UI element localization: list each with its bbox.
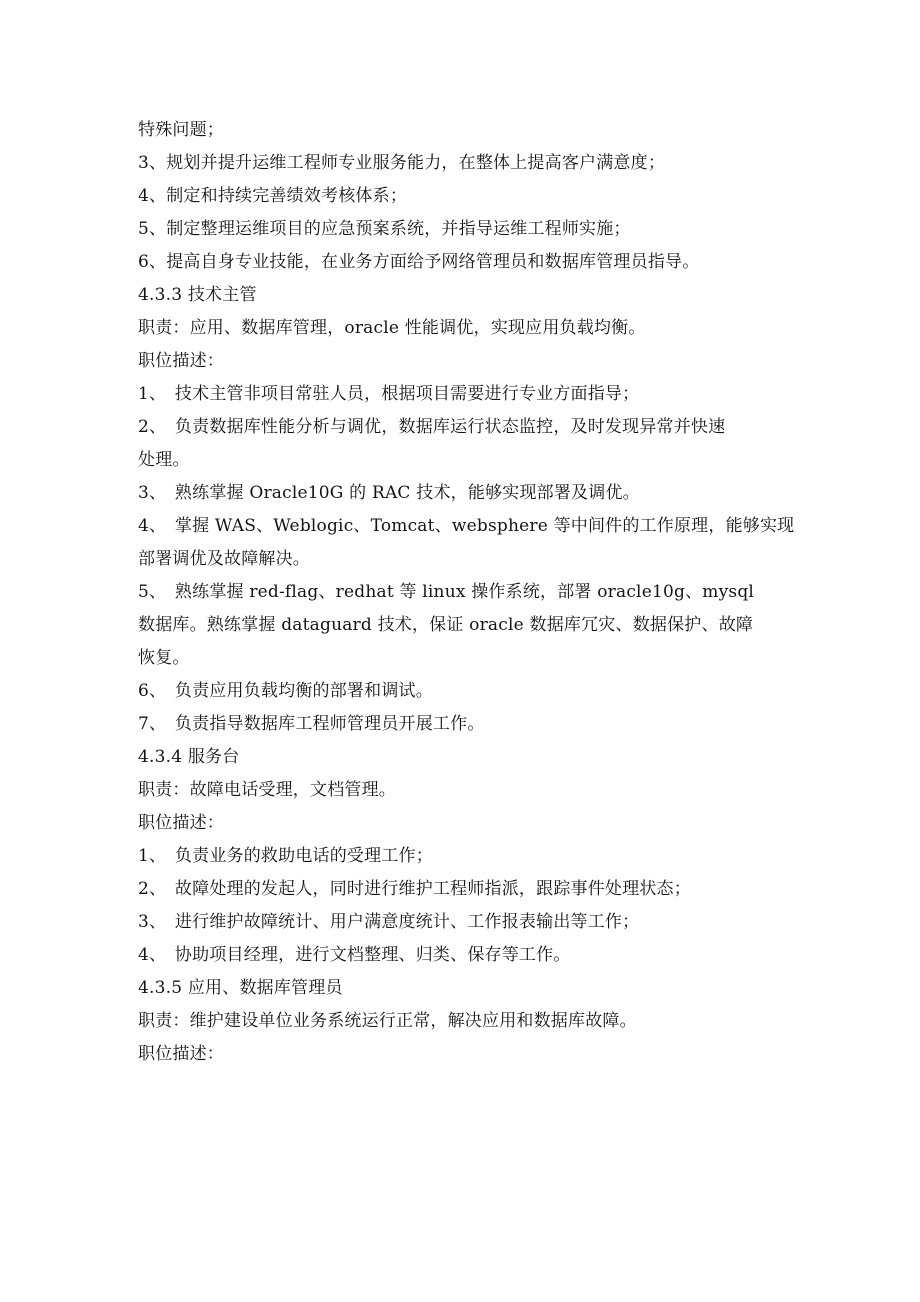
description-label: 职位描述： (138, 1044, 224, 1064)
list-item: 3、 进行维护故障统计、用户满意度统计、工作报表输出等工作； (138, 912, 640, 932)
list-item: 6、 负责应用负载均衡的部署和调试。 (138, 681, 433, 701)
description-label: 职位描述： (138, 351, 224, 371)
list-item-continuation: 部署调优及故障解决。 (138, 549, 310, 569)
list-item: 5、 熟练掌握 red-flag、redhat 等 linux 操作系统，部署 oracle10g、mysql (138, 582, 755, 602)
list-item: 2、 故障处理的发起人，同时进行维护工程师指派，跟踪事件处理状态； (138, 879, 691, 899)
list-item: 4、 协助项目经理，进行文档整理、归类、保存等工作。 (138, 945, 571, 965)
section-heading: 4.3.4 服务台 (138, 747, 240, 767)
section-heading: 4.3.5 应用、数据库管理员 (138, 978, 343, 998)
list-item: 2、 负责数据库性能分析与调优，数据库运行状态监控，及时发现异常并快速 (138, 417, 726, 437)
list-item: 1、 技术主管非项目常驻人员，根据项目需要进行专业方面指导； (138, 384, 640, 404)
list-item: 4、 掌握 WAS、Weblogic、Tomcat、websphere 等中间件的工作原理，能够实现 (138, 516, 795, 536)
responsibility-line: 职责：应用、数据库管理，oracle 性能调优，实现应用负载均衡。 (138, 318, 646, 338)
list-item-continuation: 数据库。熟练掌握 dataguard 技术，保证 oracle 数据库冗灾、数据保护、故障 (138, 615, 754, 635)
list-item: 3、规划并提升运维工程师专业服务能力，在整体上提高客户满意度； (138, 153, 666, 173)
list-item-continuation: 恢复。 (138, 648, 190, 668)
list-item-continuation: 处理。 (138, 450, 190, 470)
list-item: 3、 熟练掌握 Oracle10G 的 RAC 技术，能够实现部署及调优。 (138, 483, 640, 503)
document-body (138, 114, 795, 1071)
list-item: 1、 负责业务的救助电话的受理工作； (138, 846, 433, 866)
responsibility-line: 职责：故障电话受理，文档管理。 (138, 780, 396, 800)
description-label: 职位描述： (138, 813, 224, 833)
section-heading: 4.3.3 技术主管 (138, 285, 257, 305)
list-item: 4、制定和持续完善绩效考核体系； (138, 186, 408, 206)
list-item: 5、制定整理运维项目的应急预案系统，并指导运维工程师实施； (138, 219, 631, 239)
list-item: 7、 负责指导数据库工程师管理员开展工作。 (138, 714, 485, 734)
text-line: 特殊问题； (138, 120, 224, 140)
list-item: 6、提高自身专业技能，在业务方面给予网络管理员和数据库管理员指导。 (138, 252, 700, 272)
responsibility-line: 职责：维护建设单位业务系统运行正常，解决应用和数据库故障。 (138, 1011, 637, 1031)
